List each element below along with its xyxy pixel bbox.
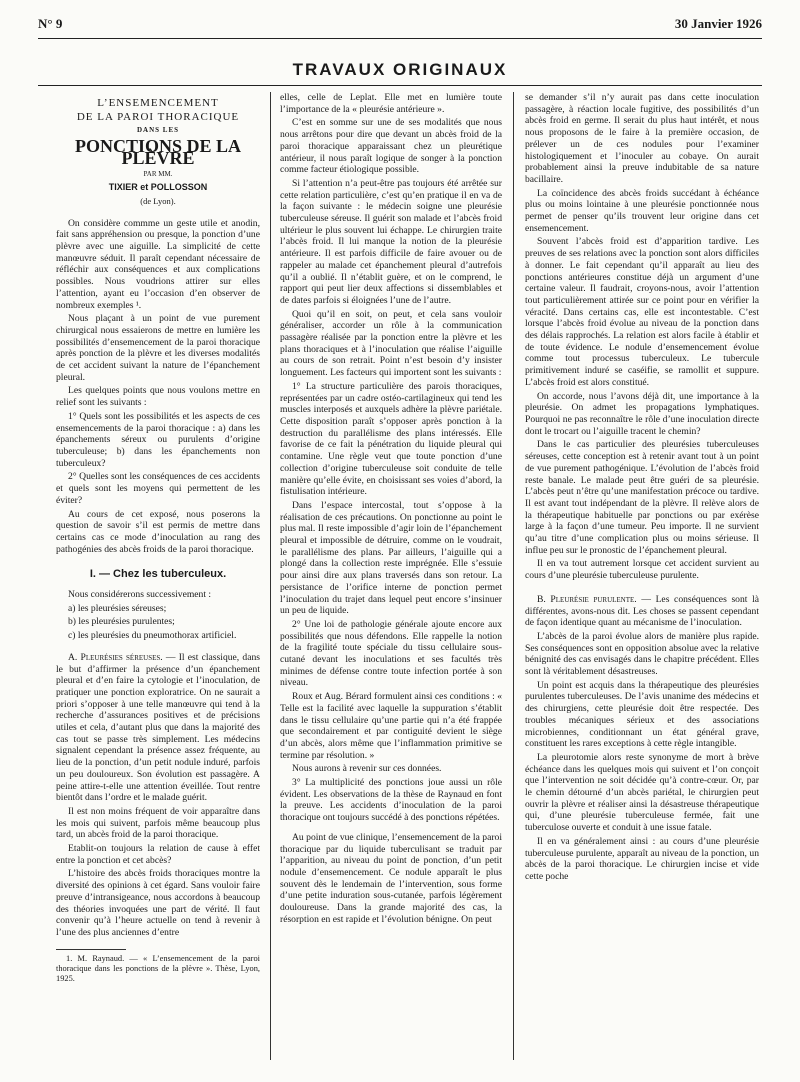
paragraph: Il en va généralement ainsi : au cours d’une pleurésie tuberculeuse purulente, apparaît au niveau de la ponction, un abcès de la paroi thoracique. Le chirurgien incise et vide cette poche xyxy=(525,835,759,882)
paragraph: Au point de vue clinique, l’ensemencement de la paroi thoracique par du liquide tuberculisant se traduit par l’apparition, au niveau du point de ponction, d’un petit nodule d’ensemencement. Ce nodule apparaît le plus souvent dès le lendemain de l’intervention, sous forme d’une petite induration sous-cutanée, parfois légèrement douloureuse. Dans la grande majorité des cas, la résorption en est rapide et l’évolution bénigne. On peut xyxy=(280,831,502,925)
paragraph: A. Pleurésies séreuses. — Il est classique, dans le but d’affirmer la présence d’un épanchement pleural et d’en faire la cytologie et l’inoculation, de pratiquer une ponction exploratrice. On ne saurait a priori s’opposer à une telle manœuvre qui tend à la recherche d’assurances positives et de précisions utiles et cela, d’autant plus que dans la majorité des cas tout se passe très simplement. Les médecins signalent cependant la présence assez fréquente, au lieu de la ponction, d’un petit nodule induré, parfois un peu douloureux. Son évolution est passagère. A peine attire-t-elle une attention éveillée. Tout rentre bientôt dans l’ordre et le malade guérit. xyxy=(56,651,260,804)
list-item: a) les pleurésies séreuses; xyxy=(68,602,167,614)
paragraph: Il est non moins fréquent de voir apparaître dans les mois qui suivent, parfois même beaucoup plus tard, un abcès froid de la paroi thoracique. xyxy=(56,805,260,841)
paragraph: C’est en somme sur une de ses modalités que nous nous arrêtons pour dire que devant un abcès froid de la paroi thoracique apparaissant chez un pleurétique antérieur, il nous paraît logique de songer à la ponction comme facteur étiologique possible. xyxy=(280,117,502,176)
paragraph: On accorde, nous l’avons déjà dit, une importance à la pleurésie. On admet les propagations lymphatiques. Pourquoi ne pas reconnaître le rôle d’une inoculation directe dont le trocart ou l’aiguille tracent le chemin? xyxy=(525,390,759,437)
paragraph: 1° La structure particulière des parois thoraciques, représentées par un cadre ostéo-cartilagineux qui tend les muscles interposés et auxquels adhère la plèvre pariétale. Cette disposition paraît s’opposer après ponction à la destruction du parallélisme des plans intéressés. Elle favorise de ce fait la pénétration du liquide pleural qui contamine. Une règle veut que toute ponction d’une collection d’origine tuberculeuse soit conduite de telle manière qu’elle évite, en choisissant ses voies d’abord, la fistulisation intérieure. xyxy=(280,380,502,498)
column-divider xyxy=(513,92,514,1060)
header-rule xyxy=(38,38,762,39)
list-item: c) les pleurésies du pneumothorax artificiel. xyxy=(68,630,237,642)
footnote: 1. M. Raynaud. — « L’ensemencement de la paroi thoracique dans les ponctions de la plèvre ». Thèse, Lyon, 1925. xyxy=(56,953,260,983)
list-item: b) les pleurésies purulentes; xyxy=(68,616,175,628)
paragraph: 1° Quels sont les possibilités et les aspects de ces ensemencements de la paroi thoracique : a) dans les épanchements séreux ou purulents d’origine tuberculeuse; b) dans les épanchements non tuberculeux? xyxy=(56,410,260,469)
paragraph: Roux et Aug. Bérard formulent ainsi ces conditions : « Telle est la facilité avec laquelle la suppuration s’établit dans le tissu cellulaire qu’une partie qui n’a été frappée que secondairement et par contiguité devient le siège d’un abcès, alors même que l’inflammation primitive se termine par résolution. » xyxy=(280,691,502,761)
paragraph: L’histoire des abcès froids thoraciques montre la diversité des opinions à cet égard. Sans vouloir faire preuve d’intransigeance, nous accordons à beaucoup des théories invoquées une part de vérité. Il faut convenir qu’à l’heure actuelle on tend à revenir à l’une des plus anciennes d’entre xyxy=(56,868,260,938)
paragraph: Nous plaçant à un point de vue purement chirurgical nous essaierons de mettre en lumière les possibilités d’ensemencement de la paroi thoracique après ponction de la plèvre et les diverses modalités de cet accident suivant la nature de l’épanchement pleural. xyxy=(56,313,260,383)
paragraph: 3° La multiplicité des ponctions joue aussi un rôle évident. Les observations de la thèse de Raynaud en font la preuve. Les accidents d’inoculation de la paroi thoracique ont toujours succédé à des ponctions répétées. xyxy=(280,777,502,824)
issue-number: N° 9 xyxy=(38,16,63,31)
article-title: PONCTIONS DE LA PLÈVRE xyxy=(74,136,242,168)
paragraph: Dans le cas particulier des pleurésies tuberculeuses séreuses, cette conception est à retenir avant tout à un point de vue purement pathogénique. L’évolution de l’abcès froid reste banale. Le malade peut être guéri de sa pleurésie. L’abcès peut n’être qu’une manifestation précoce ou tardive. Il est avant tout indépendant de la plèvre. Il relève alors de la thérapeutique habituelle par ponctions ou par exérèse large à la façon d’une tumeur. Peu importe. Il ne survient qu’au titre d’une complication plus ou moins sérieuse. Il influe peu sur le pronostic de l’épanchement pleural. xyxy=(525,439,759,556)
paragraph: L’abcès de la paroi évolue alors de manière plus rapide. Ses conséquences sont en opposition absolue avec la relative bénignité des cas envisagés dans le chapitre précédent. Elles sont là véritablement désastreuses. xyxy=(525,630,759,678)
paragraph: elles, celle de Leplat. Elle met en lumière toute l’importance de la « pleurésie antérieure ». xyxy=(280,92,502,115)
section-rule xyxy=(38,85,762,86)
paragraph: Un point est acquis dans la thérapeutique des pleurésies purulentes tuberculeuses. De l’avis unanime des médecins et des chirurgiens, cette pleurésie doit être respectée. Des troubles mécaniques sérieux et des associations microbiennes, conditionnant un état général grave, constituent les rares exceptions à cette règle intangible. xyxy=(525,679,759,750)
section-title: TRAVAUX ORIGINAUX xyxy=(292,60,508,79)
byline-prefix: PAR MM. xyxy=(143,169,173,178)
paragraph: Les quelques points que nous voulons mettre en relief sont les suivants : xyxy=(56,385,260,409)
paragraph: On considère commme un geste utile et anodin, fait sans appréhension ou presque, la ponction d’une plèvre avec une aiguille. La simplicité de cette manœuvre séduit. Il paraît cependant nécessaire de réfléchir aux conséquences et aux complications possibles. Nous voudrions attirer sur elles l’attention, ayant eu l’occasion d’en observer de nombreux exemples ¹. xyxy=(56,217,260,311)
article-title-line: L’ENSEMENCEMENT xyxy=(97,97,219,109)
authors: TIXIER et POLLOSSON xyxy=(108,182,208,193)
paragraph: Souvent l’abcès froid est d’apparition tardive. Les preuves de ses relations avec la ponction sont alors difficiles à donner. Le fait cependant qu’il apparaît au lieu des ponctions antérieures constitue déjà un argument d’une certaine valeur. Il faudrait, croyons-nous, avoir l’attention tout particulièrement attirée sur ce point pour en vérifier la véracité. Dans certains cas, elle est incontestable. C’est lorsque l’abcès froid évolue au niveau de la ponction dans des délais rapprochés. La relation est alors facile à établir et de toute évidence. Le nodule d’ensemencement évolue comme tout processus tuberculeux. Le tubercule primitivement induré se caséifie, se ramollit et suppure. L’abcès froid est alors constitué. xyxy=(525,236,759,388)
column-3 xyxy=(525,92,759,885)
column-divider xyxy=(270,92,271,1060)
article-title-line: DE LA PAROI THORACIQUE xyxy=(76,110,240,123)
paragraph: Nous considérerons successivement : xyxy=(68,589,212,601)
section-heading: I. — Chez les tuberculeux. xyxy=(89,568,227,581)
article-title-line: DANS LES xyxy=(136,126,180,135)
paragraph: B. Pleurésie purulente. — Les conséquences sont là différentes, avons-nous dit. Les choses se passent cependant de façon identique quant au mécanisme de l’inoculation. xyxy=(525,593,759,629)
paragraph: Au cours de cet exposé, nous poserons la question de savoir s’il est permis de mettre dans certains cas ce mode d’inoculation au rang des pathogénies des abcès froids de la paroi thoracique. xyxy=(56,508,260,555)
issue-date: 30 Janvier 1926 xyxy=(674,16,762,31)
paragraph: La coïncidence des abcès froids succédant à échéance plus ou moins lointaine à une pleurésie ponctionnée nous permet de penser qu’ils trouvent leur origine dans cet ensemencement. xyxy=(525,187,759,234)
paragraph: Nous aurons à revenir sur ces données. xyxy=(292,763,442,775)
author-city: (de Lyon). xyxy=(140,195,176,206)
paragraph: 2° Quelles sont les conséquences de ces accidents et quels sont les moyens qui permettent de les éviter? xyxy=(56,471,260,506)
paragraph: Dans l’espace intercostal, tout s’oppose à la réalisation de ces précautions. On ponctionne au point le plus mal. Il reste impossible d’agir loin de l’épanchement pleural et impossible de détruire, comme on le voudrait, le parallélisme des plans. Par ailleurs, l’aiguille qui a plongé dans la collection reste imprégnée. Elle s’essuie pour ainsi dire aux plans traversés dans son retour. La persistance de l’orifice interne de ponction permet l’inoculation du trajet dans lequel peut encore s’insinuer un peu de liquide. xyxy=(280,499,502,617)
footnote-rule xyxy=(56,949,126,950)
running-header xyxy=(38,16,762,36)
paragraph: Quoi qu’il en soit, on peut, et cela sans vouloir généraliser, accorder un rôle à la communication passagère réalisée par la ponction entre la plèvre et les plans thoraciques et à l’inoculation que réalise l’aiguille au cours de son retrait. Point n’est besoin d’y insister longuement. Les facteurs qui importent sont les suivants : xyxy=(280,308,502,379)
column-1 xyxy=(56,92,260,986)
paragraph: Il en va tout autrement lorsque cet accident survient au cours d’une pleurésie tuberculeuse purulente. xyxy=(525,558,759,582)
subsection-lead: A. Pleurésies séreuses. xyxy=(68,651,163,663)
paragraph: La pleurotomie alors reste synonyme de mort à brève échéance dans les quelques mois qui suivent et l’on conçoit que l’intervention ne soit décidée qu’à contre-cœur. Or, par le chemin détourné d’un abcès pariétal, le chirurgien peut ouvrir la plèvre et réaliser ainsi la désastreuse thérapeutique qui, d’une pleurésie tuberculeuse fermée, fait une tuberculose ouverte et conduit à une issue fatale. xyxy=(525,751,759,834)
paragraph: Etablit-on toujours la relation de cause à effet entre la ponction et cet abcès? xyxy=(56,843,260,866)
column-2 xyxy=(280,92,502,928)
paragraph: Si l’attention n’a peut-être pas toujours été arrêtée sur cette relation particulière, c’est qu’en pratique il en va de la façon suivante : le médecin soigne une pleurésie tuberculeuse séreuse. Il guérit son malade et l’abcès froid ultérieur le plus souvent lui échappe. Le chirurgien traite l’abcès froid. Il lui manque la notion de la pleurésie antérieure. Il est parfois difficile de faire avouer ou de rappeler au malade cet épanchement pleural d’autrefois qu’il a oublié. Il n’établit guère, et on le comprend, le rapport qui peut lier deux affections si dissemblables et de dates parfois si éloignées l’une de l’autre. xyxy=(280,177,502,306)
paragraph: se demander s’il n’y aurait pas dans cette inoculation passagère, à réaction locale fugitive, des possibilités d’un abcès froid en germe. Il serait du plus haut intérêt, et nous nous proposons de le faire à la première occasion, de prélever un de ces nodules pour l’examiner histologiquement et l’inoculer au cobaye. On aurait probablement ainsi la preuve indubitable de sa nature bacillaire. xyxy=(525,92,759,185)
paragraph: 2° Une loi de pathologie générale ajoute encore aux possibilités que nous défendons. Elle rappelle la notion de la fragilité toute spéciale du tissu cellulaire sous-cutané devant les inoculations et ses facultés très minimes de défense contre toute infection portée à son niveau. xyxy=(280,618,502,689)
subsection-lead: B. Pleurésie purulente. xyxy=(537,593,637,605)
